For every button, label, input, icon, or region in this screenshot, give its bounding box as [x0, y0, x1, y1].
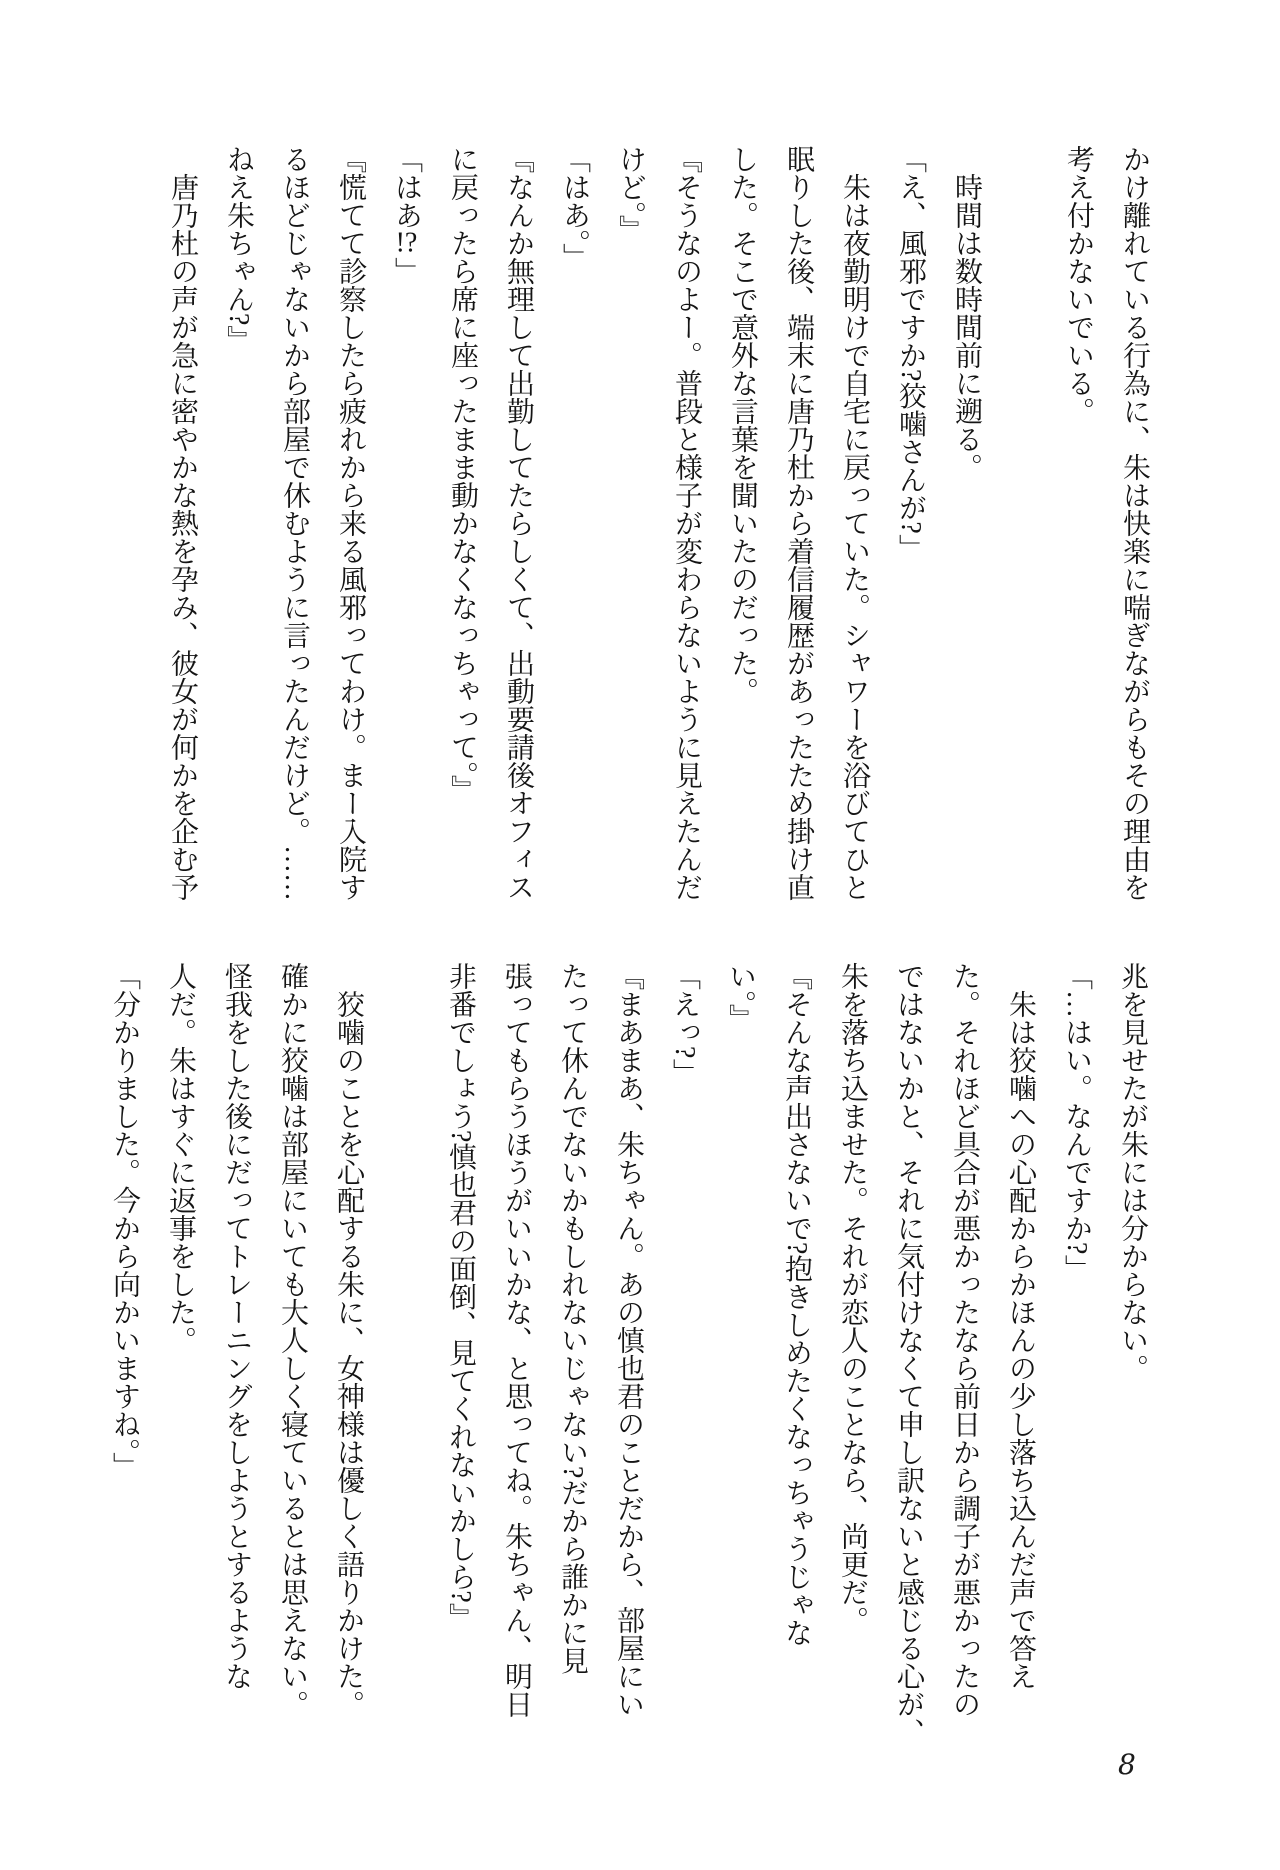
text-line: 「…はい。なんですか?」	[1061, 962, 1092, 1283]
text-line: 考え付かないでいる。	[1063, 145, 1094, 425]
text-line: 時間は数時間前に遡る。	[951, 145, 982, 481]
text-block-top	[154, 145, 1162, 945]
text-line: 非番でしょう?慎也君の面倒、見てくれないかしら?』	[445, 962, 476, 1631]
text-line	[376, 962, 432, 1757]
text-line: 「はあ!?」	[391, 145, 422, 285]
text-line: 『まあまあ、朱ちゃん。あの慎也君のことだから、部屋にい	[613, 962, 644, 1718]
text-line: 『慌てて診察したら疲れから来る風邪ってわけ。まー入院す	[335, 145, 366, 901]
text-line: 朱を落ち込ませた。それが恋人のことなら、尚更だ。	[837, 962, 868, 1634]
text-line: たって休んでないかもしれないじゃない?だから誰かに見	[557, 962, 588, 1675]
text-line: 「えっ?」	[669, 962, 700, 1087]
text-line: 確かに狡噛は部屋にいても大人しく寝ているとは思えない。	[277, 962, 308, 1718]
text-line: に戻ったら席に座ったまま動かなくなっちゃって。』	[447, 145, 478, 803]
text-line: 「分かりました。今から向かいますね。」	[109, 962, 140, 1480]
text-line: ねえ朱ちゃん?』	[223, 145, 254, 354]
text-line: るほどじゃないから部屋で休むように言ったんだけど。……	[279, 145, 310, 901]
text-line: 張ってもらうほうがいいかな、と思ってね。朱ちゃん、明日	[501, 962, 532, 1718]
text-line: た。それほど具合が悪かったなら前日から調子が悪かったの	[949, 962, 980, 1718]
text-line: い。』	[725, 962, 756, 1032]
text-line: 『そんな声出さないで?抱きしめたくなっちゃうじゃな	[781, 962, 812, 1647]
text-line	[994, 145, 1050, 945]
text-line: 眠りした後、端末に唐乃杜から着信履歴があったため掛け直	[783, 145, 814, 901]
text-line: かけ離れている行為に、朱は快楽に喘ぎながらもその理由を	[1119, 145, 1150, 901]
text-line: 唐乃杜の声が急に密やかな熱を孕み、彼女が何かを企む予	[167, 145, 198, 901]
text-line: 兆を見せたが朱には分からない。	[1117, 962, 1148, 1382]
text-line: ではないかと、それに気付けなくて申し訳ないと感じる心が、	[893, 962, 924, 1746]
tatechuyoko-exclamation-question: !?	[395, 229, 418, 257]
text-line: 朱は狡噛への心配からかほんの少し落ち込んだ声で答え	[1005, 962, 1036, 1690]
text-line: した。そこで意外な言葉を聞いたのだった。	[727, 145, 758, 705]
text-line: 「え、風邪ですか?狡噛さんが?」	[895, 145, 926, 562]
text-line: 朱は夜勤明けで自宅に戻っていた。シャワーを浴びてひと	[839, 145, 870, 901]
page-number: 8	[1118, 1748, 1136, 1781]
text-line: 狡噛のことを心配する朱に、女神様は優しく語りかけた。	[333, 962, 364, 1718]
text-line: 『そうなのよー。普段と様子が変わらないように見えたんだ	[671, 145, 702, 901]
text-line: 『なんか無理して出勤してたらしくて、出動要請後オフィス	[503, 145, 534, 901]
text-line: 人だ。朱はすぐに返事をした。	[165, 962, 196, 1354]
text-line: けど。』	[615, 145, 646, 243]
text-line: 「はあ。」	[559, 145, 590, 271]
text-line: 怪我をした後にだってトレーニングをしようとするような	[221, 962, 252, 1690]
text-block-bottom	[96, 962, 1160, 1757]
